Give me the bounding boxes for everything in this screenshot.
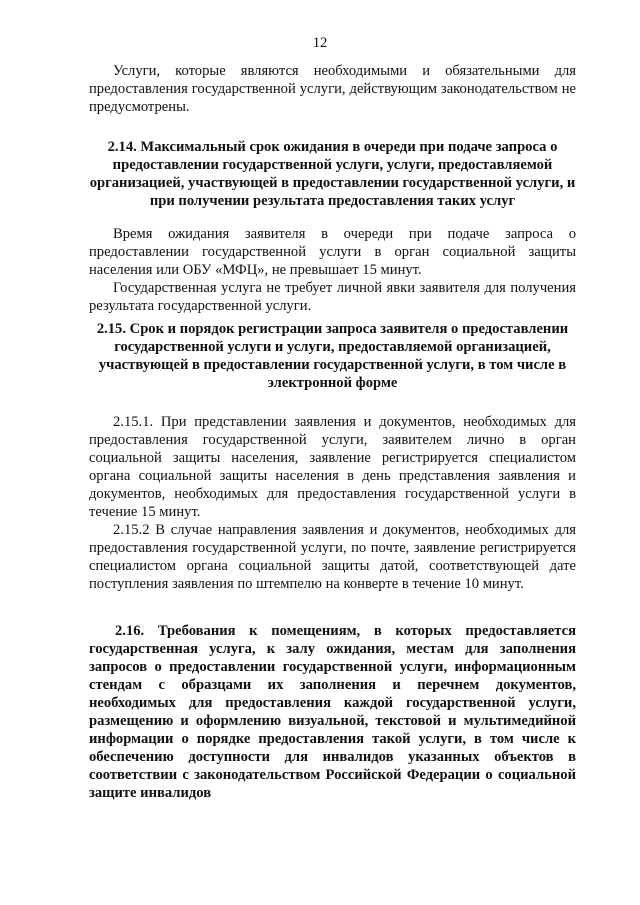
intro-block bbox=[89, 62, 576, 116]
section-2-15 bbox=[89, 320, 576, 392]
section-2-14 bbox=[89, 138, 576, 210]
section-heading: 2.14. Максимальный срок ожидания в очереди при подаче запроса о предоставлении государственной услуги, услуги, предоставляемой организацией, участвующей в предоставлении государственной услуги, и при получении результата предоставления таких услуг bbox=[89, 139, 576, 209]
section-2-16 bbox=[89, 622, 576, 802]
section-2-15-body bbox=[89, 413, 576, 593]
paragraph: 2.15.1. При представлении заявления и документов, необходимых для предоставления государственной услуги, заявителем лично в орган социальной защиты населения, заявление регистрируется специалистом органа социальной защиты населения в день представления заявления и документов, необходимых для предоставления государственной услуги в течение 15 минут. bbox=[89, 414, 576, 520]
paragraph: 2.15.2 В случае направления заявления и документов, необходимых для предоставления государственной услуги, по почте, заявление регистрируется специалистом органа социальной защиты датой, соответствующей дате поступления заявления по штемпелю на конверте в течение 10 минут. bbox=[89, 522, 576, 592]
paragraph: Время ожидания заявителя в очереди при подаче запроса о предоставлении государственной услуги в орган социальной защиты населения или ОБУ «МФЦ», не превышает 15 минут. bbox=[89, 226, 576, 278]
section-heading: 2.16. Требования к помещениям, в которых предоставляется государственная услуга, к залу ожидания, местам для заполнения запросов о предоставлении государственной услуги, информационным стендам с образцами их заполнения и перечнем документов, необходимых для предоставления каждой государственной услуги, размещению и оформлению визуальной, текстовой и мультимедийной информации о порядке предоставления такой услуги, в том числе к обеспечению доступности для инвалидов указанных объектов в соответствии с законодательством Российской Федерации о социальной защите инвалидов bbox=[89, 623, 576, 801]
section-heading: 2.15. Срок и порядок регистрации запроса заявителя о предоставлении государственной услуги и услуги, предоставляемой организацией, участвующей в предоставлении государственной услуги, в том числе в электронной форме bbox=[96, 321, 569, 391]
paragraph: Государственная услуга не требует личной явки заявителя для получения результата государственной услуги. bbox=[89, 280, 576, 314]
intro-paragraph: Услуги, которые являются необходимыми и обязательными для предоставления государственной услуги, действующим законодательством не предусмотрены. bbox=[89, 63, 576, 115]
section-2-14-body bbox=[89, 225, 576, 315]
page-number: 12 bbox=[312, 35, 328, 51]
